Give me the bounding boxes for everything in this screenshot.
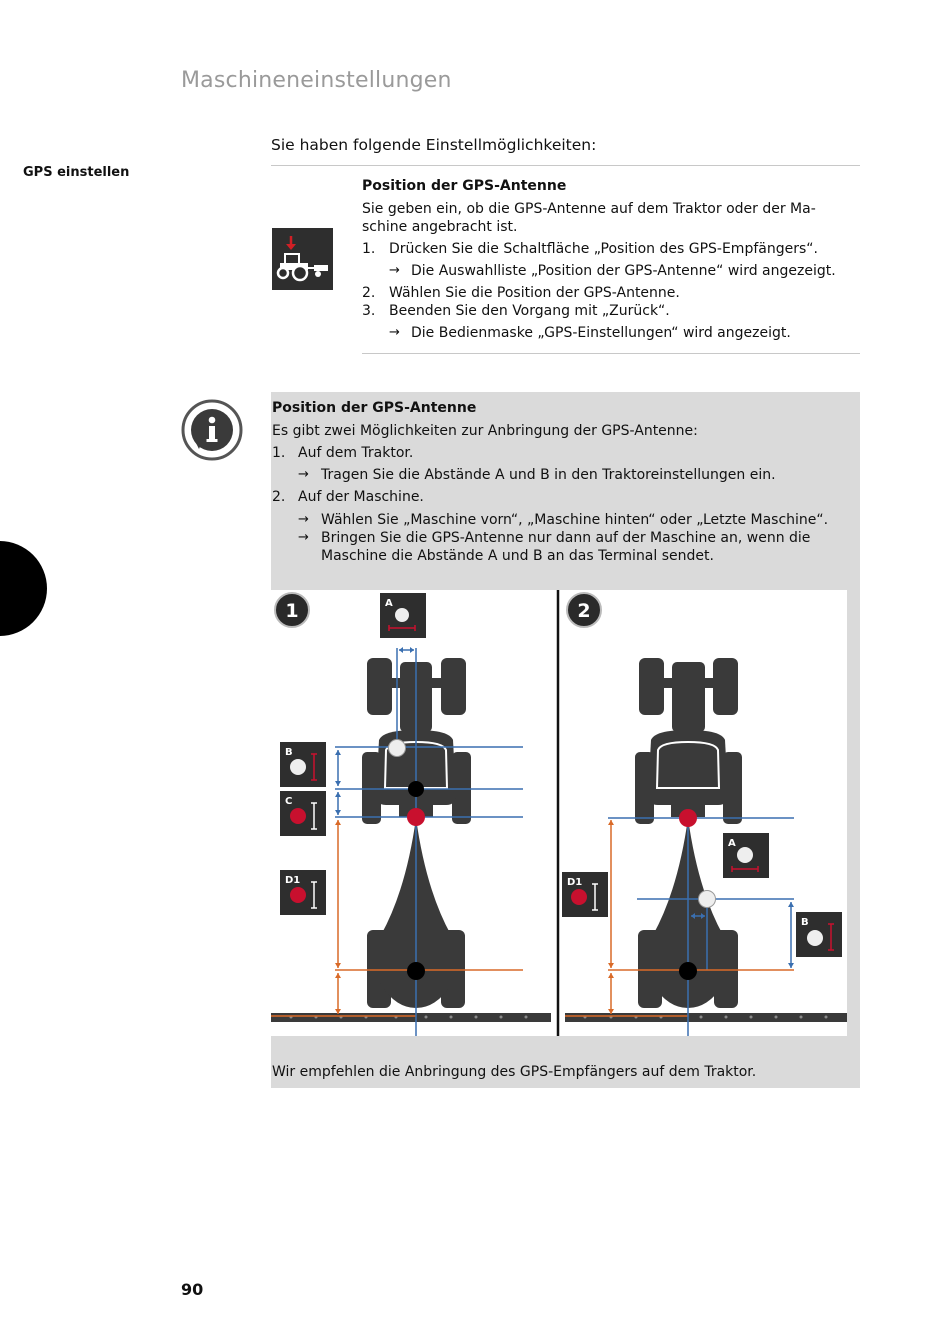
divider-section: [362, 353, 860, 354]
step-result: Die Bedienmaske „GPS-Einstellungen“ wird angezeigt.: [411, 325, 791, 341]
label-a: A: [728, 838, 736, 849]
info-item-result: Bringen Sie die GPS-Antenne nur dann auf der Maschine an, wenn die: [321, 530, 811, 546]
page-number: 90: [181, 1280, 204, 1299]
info-intro: Es gibt zwei Möglichkeiten zur Anbringung der GPS-Antenne:: [272, 423, 698, 439]
label-d1: D1: [285, 875, 301, 886]
info-item-result: Tragen Sie die Abstände A und B in den Traktoreinstellungen ein.: [321, 467, 776, 483]
step-text: Beenden Sie den Vorgang mit „Zurück“.: [389, 303, 670, 319]
intro-text: Sie haben folgende Einstellmöglichkeiten:: [271, 136, 597, 154]
step-number: 3.: [362, 303, 376, 319]
label-b: B: [285, 747, 293, 758]
step-text: Drücken Sie die Schaltfläche „Position des GPS-Empfängers“.: [389, 241, 818, 257]
info-item-result: Wählen Sie „Maschine vorn“, „Maschine hinten“ oder „Letzte Maschine“.: [321, 512, 829, 528]
badge-2: 2: [577, 600, 591, 622]
info-item-text: Auf dem Traktor.: [298, 445, 414, 461]
divider-top: [271, 165, 860, 166]
section-body-line: schine angebracht ist.: [362, 219, 518, 235]
info-item-number: 2.: [272, 489, 286, 505]
panel-tractor: [271, 593, 551, 1036]
panel-machine: [562, 593, 847, 1036]
section-body: [362, 200, 852, 236]
gps-receiver-position-button-icon: [272, 228, 333, 290]
page-title: Maschineneinstellungen: [181, 68, 452, 93]
info-item-number: 1.: [272, 445, 286, 461]
step-number: 1.: [362, 241, 376, 257]
step-result: Die Auswahlliste „Position der GPS-Antenne“ wird angezeigt.: [411, 263, 836, 279]
recommendation-text: Wir empfehlen die Anbringung des GPS-Empfängers auf dem Traktor.: [272, 1064, 757, 1080]
info-title: Position der GPS-Antenne: [272, 400, 477, 416]
result-arrow: →: [389, 263, 400, 278]
info-item-text: Auf der Maschine.: [298, 489, 424, 505]
section-title: Position der GPS-Antenne: [362, 178, 567, 194]
step-text: Wählen Sie die Position der GPS-Antenne.: [389, 285, 680, 301]
result-arrow: →: [298, 530, 309, 545]
info-item-result: Maschine die Abstände A und B an das Terminal sendet.: [321, 548, 714, 564]
label-a: A: [385, 598, 393, 609]
result-arrow: →: [389, 325, 400, 340]
label-c: C: [285, 796, 293, 807]
chapter-thumb-tab: [0, 541, 47, 636]
result-arrow: →: [298, 467, 309, 482]
gps-antenna-figure: [271, 590, 847, 1036]
result-arrow: →: [298, 512, 309, 527]
label-d1: D1: [567, 877, 583, 888]
section-body-line: Sie geben ein, ob die GPS-Antenne auf dem Traktor oder der Ma-: [362, 201, 816, 217]
step-number: 2.: [362, 285, 376, 301]
info-icon: [181, 399, 245, 467]
badge-1: 1: [285, 600, 299, 622]
label-b: B: [801, 917, 809, 928]
sidebar-section-label: GPS einstellen: [23, 165, 130, 180]
